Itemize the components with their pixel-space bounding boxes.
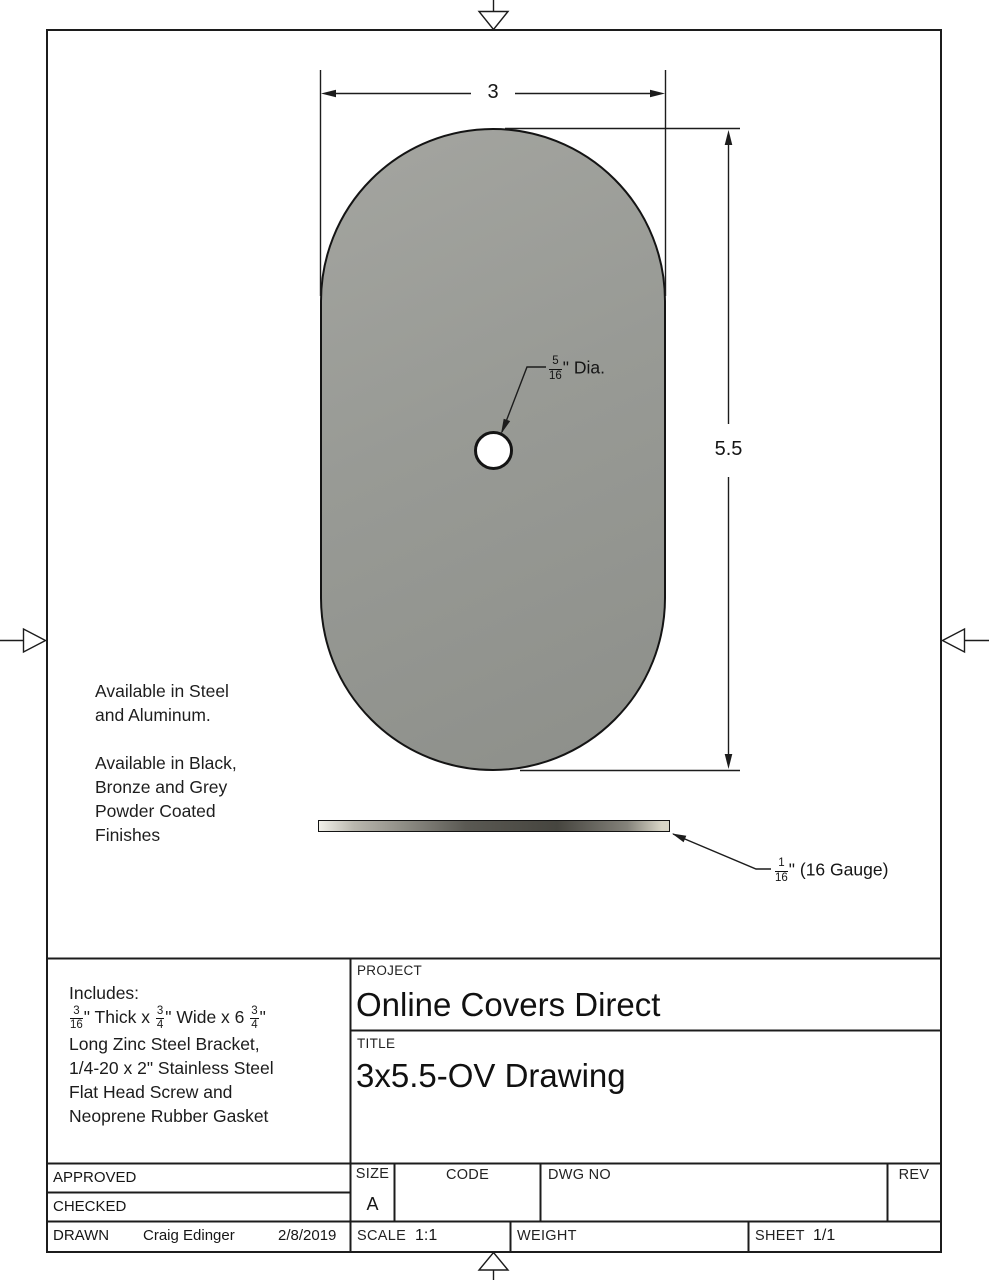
includes-line: 1/4-20 x 2" Stainless Steel (69, 1057, 274, 1078)
weight-label: WEIGHT (517, 1228, 577, 1244)
rev-label: REV (898, 1167, 930, 1183)
hole-leader-arrowhead (501, 419, 510, 434)
scale-value: 1:1 (415, 1227, 438, 1244)
finish-note-line: Finishes (95, 825, 161, 845)
centering-mark-right (943, 629, 989, 652)
finish-note-line: Available in Black, (95, 753, 237, 773)
scale-label: SCALE (357, 1228, 407, 1244)
size-label: SIZE (355, 1166, 390, 1182)
dwg-no-label: DWG NO (548, 1167, 612, 1183)
finish-note (95, 751, 237, 847)
drawn-date: 2/8/2019 (278, 1227, 337, 1244)
drawing-title: 3x5.5-OV Drawing (356, 1057, 626, 1094)
thickness-callout: $\frac{1}{16}$ " (16 Gauge) (775, 857, 889, 884)
thickness-leader-arrowhead (672, 834, 686, 843)
drawn-label: DRAWN (53, 1227, 110, 1244)
thickness-leader-line (673, 834, 771, 869)
drawn-by-name: Craig Edinger (143, 1227, 235, 1244)
project-name: Online Covers Direct (356, 986, 661, 1023)
centering-mark-top (479, 0, 508, 30)
includes-fraction: $\frac{3}{16}$ (70, 1004, 83, 1031)
height-dimension-value: 5.5 (714, 438, 743, 460)
includes-fraction: $\frac{3}{4}$ (251, 1004, 258, 1031)
material-note-line: and Aluminum. (95, 705, 211, 725)
hole-diameter-fraction: $\frac{5}{16}$ (549, 355, 562, 382)
finish-note-line: Bronze and Grey (95, 777, 228, 797)
includes-line: Flat Head Screw and (69, 1081, 233, 1102)
checked-label: CHECKED (53, 1198, 127, 1215)
includes-dimensions-line: $\frac{3}{16}$ " Thick x $\frac{3}{4}$ " Wide x 6 $\frac{3}{4}$ " (70, 1004, 266, 1031)
includes-fraction: $\frac{3}{4}$ (156, 1004, 164, 1031)
code-label: CODE (445, 1167, 490, 1183)
includes-line: Neoprene Rubber Gasket (69, 1105, 269, 1126)
includes-heading: Includes: (69, 983, 140, 1003)
material-note (95, 679, 229, 727)
approved-label: APPROVED (53, 1169, 137, 1186)
centering-mark-bottom (479, 1253, 508, 1280)
title-label: TITLE (357, 1036, 396, 1051)
sheet-label: SHEET (755, 1228, 805, 1244)
sheet-value: 1/1 (813, 1227, 836, 1244)
hole-diameter-callout: $\frac{5}{16}$ " Dia. (549, 355, 605, 382)
size-value: A (366, 1194, 379, 1214)
finish-note-line: Powder Coated (95, 801, 216, 821)
centering-mark-left (0, 629, 46, 652)
width-dimension-value: 3 (487, 81, 499, 103)
project-label: PROJECT (357, 963, 423, 978)
material-note-line: Available in Steel (95, 681, 229, 701)
includes-line: Long Zinc Steel Bracket, (69, 1033, 260, 1054)
includes-note (69, 981, 274, 1128)
thickness-fraction: $\frac{1}{16}$ (775, 857, 788, 884)
